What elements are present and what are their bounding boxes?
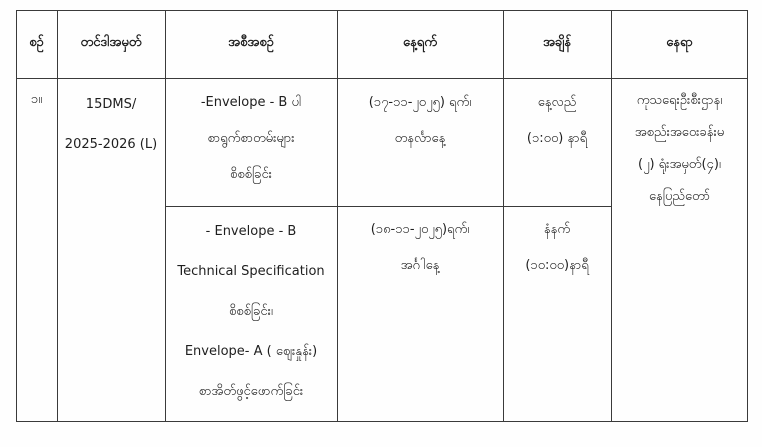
agenda-item: - Envelope - B Technical Specification စိစစ်ခြင်း၊ Envelope- A ( ဈေးနှုန်း) စာအိတ်ဖွင့်ဖောက်ခြင်း xyxy=(177,224,325,399)
header-no: စဉ် xyxy=(29,35,44,50)
tender-number: 15DMS/ 2025-2026 (L) xyxy=(64,97,158,152)
subrow-divider xyxy=(165,206,611,207)
meeting-place: ကုသရေးဦးစီးဌာန၊ အစည်းအဝေးခန်းမ (၂) ရုံးအမှတ်(၄)၊ နေပြည်တော် xyxy=(634,93,725,204)
column-divider xyxy=(611,10,612,422)
agenda-date: (၁၈-၁၁-၂၀၂၅)ရက်၊ အင်္ဂါနေ့ xyxy=(370,222,470,273)
column-divider xyxy=(57,10,58,422)
agenda-time: နေ့လည် (၁:၀၀) နာရီ xyxy=(526,95,588,146)
agenda-item: -Envelope - B ပါ စာရွက်စာတမ်းများ စိစစ်ခြင်း xyxy=(200,95,302,182)
row-number: ၁။ xyxy=(30,92,43,107)
header-tender-no: တင်ဒါအမှတ် xyxy=(80,35,142,50)
agenda-date: (၁၇-၁၁-၂၀၂၅) ရက်၊ တနင်္လာနေ့ xyxy=(368,95,472,146)
header-time: အချိန် xyxy=(542,35,572,50)
header-place: နေရာ xyxy=(666,35,693,50)
header-date: နေ့ရက် xyxy=(403,35,437,50)
header-divider xyxy=(16,78,748,79)
header-item: အစီအစဉ် xyxy=(228,35,274,50)
agenda-time: နံနက် (၁၀:၀၀)နာရီ xyxy=(525,222,589,273)
